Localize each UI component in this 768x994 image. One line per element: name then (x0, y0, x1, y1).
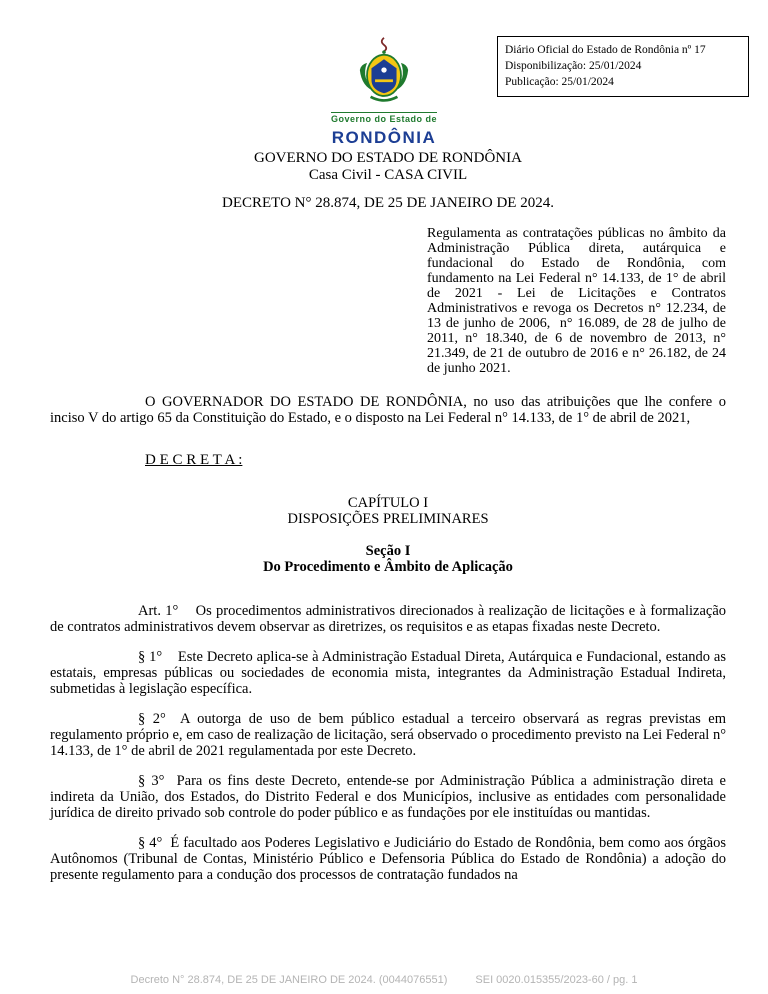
article-paragraph: § 3° Para os fins deste Decreto, entende-se por Administração Pública a administração direta e indireta da União, dos Estados, do Distrito Federal e dos Municípios, inclusive as entidades com personalidade jurídica de direito privado sob controle do poder público e as fundações por ele instituídas ou mantidas. (50, 773, 726, 821)
decree-preamble: O GOVERNADOR DO ESTADO DE RONDÔNIA, no uso das atribuições que lhe confere o inciso V do artigo 65 da Constituição do Estado, e o disposto na Lei Federal n° 14.133, de 1° de abril de 2021, (50, 394, 726, 426)
chapter-subtitle: DISPOSIÇÕES PRELIMINARES (287, 511, 489, 527)
article-paragraph: § 2° A outorga de uso de bem público estadual a terceiro observará as regras previstas em regulamento próprio e, em caso de realização de licitação, será observado o procedimento previsto na Lei Federal n° 14.133, de 1° de abril de 2021 regulamentada por este Decreto. (50, 711, 726, 759)
page-footer (0, 974, 768, 986)
articles-block (50, 603, 726, 883)
section-title: Seção I (365, 543, 411, 559)
article-paragraph: § 4° É facultado aos Poderes Legislativo e Judiciário do Estado de Rondônia, bem como aos órgãos Autônomos (Tribunal de Contas, Ministério Público e Defensoria Pública do Estado de Rondônia) a adoção do presente regulamento para a condução dos processos de contratação fundados na (50, 835, 726, 883)
footer-sei-ref: SEI 0020.015355/2023-60 / pg. 1 (475, 974, 638, 986)
chapter-title: CAPÍTULO I (347, 495, 429, 511)
gazette-availability: Disponibilização: 25/01/2024 (505, 60, 642, 73)
decree-summary: Regulamenta as contratações públicas no âmbito da Administração Pública direta, autárquica e fundacional do Estado de Rondônia, com fundamento na Lei Federal n° 14.133, de 1° de abril de 2021 - Lei de Licitações e Contratos Administrativos e revoga os Decretos n° 12.234, de 13 de junho de 2006, n° 16.089, de 28 de julho de 2011, n° 18.340, de 6 de novembro de 2013, n° 21.349, de 21 de outubro de 2016 e n° 26.182, de 24 de junho 2021. (427, 226, 726, 376)
logo-caption-top: Governo do Estado de (330, 114, 437, 124)
header-organization: GOVERNO DO ESTADO DE RONDÔNIA (254, 150, 522, 166)
decree-title: DECRETO N° 28.874, DE 25 DE JANEIRO DE 2024. (222, 195, 554, 211)
header-department: Casa Civil - CASA CIVIL (308, 167, 468, 183)
article-paragraph: § 1° Este Decreto aplica-se à Administração Estadual Direta, Autárquica e Fundacional, estando as estatais, empresas públicas ou sociedades de economia mista, integrantes da Administração Estadual Indireta, submetidas à legislação específica. (50, 649, 726, 697)
gazette-title: Diário Oficial do Estado de Rondônia nº 17 (505, 44, 706, 56)
gazette-info-box (497, 36, 749, 97)
logo-caption-bottom: RONDÔNIA (331, 128, 437, 147)
article-paragraph: Art. 1° Os procedimentos administrativos direcionados à realização de licitações e à formalização de contratos administrativos devem observar as diretrizes, os requisitos e as etapas fixadas neste Decreto. (50, 603, 726, 635)
footer-decree-ref: Decreto N° 28.874, DE 25 DE JANEIRO DE 2024. (0044076551) (130, 974, 448, 986)
gazette-publication: Publicação: 25/01/2024 (505, 76, 614, 89)
section-subtitle: Do Procedimento e Âmbito de Aplicação (263, 559, 513, 575)
decreta-clause: D E C R E T A : (145, 452, 243, 468)
